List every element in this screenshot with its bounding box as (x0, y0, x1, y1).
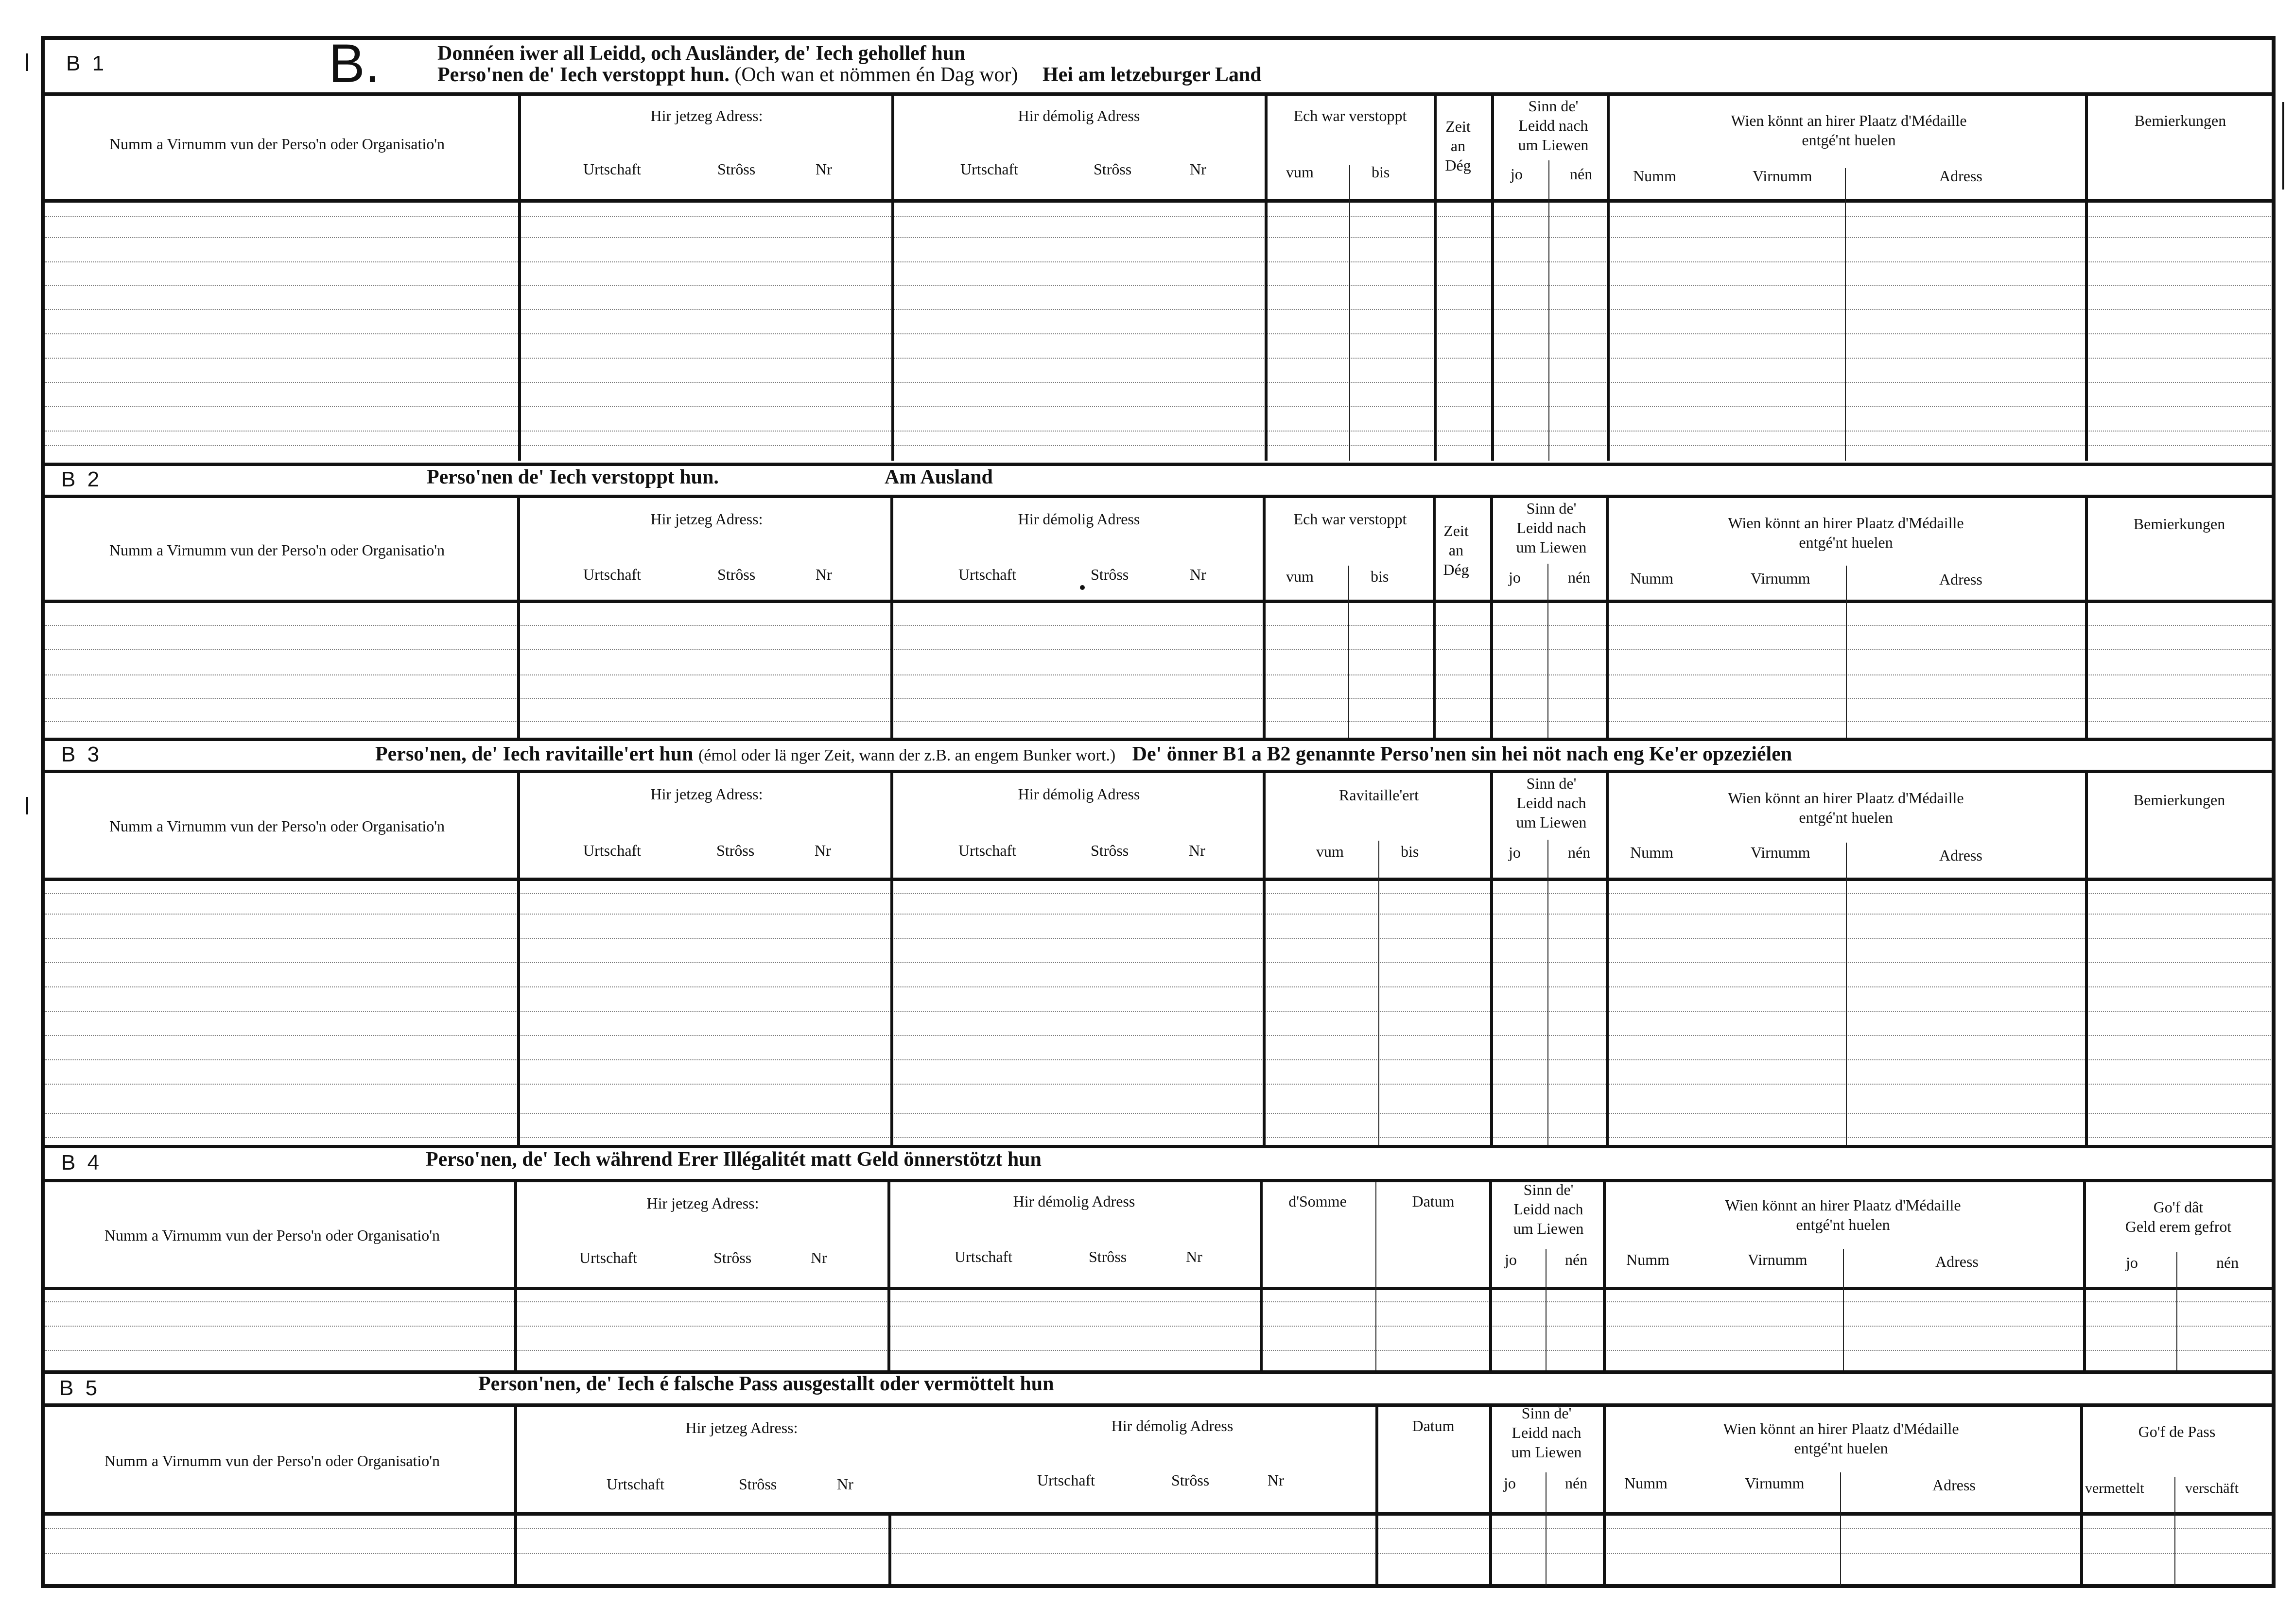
column-divider-thin (1349, 165, 1350, 461)
from-header: vum (1286, 568, 1314, 585)
section-title-note: (émol oder lä nger Zeit, wann der z.B. an engem Bunker wort.) (698, 746, 1116, 764)
time-line3: Dég (1443, 561, 1469, 578)
entry-line (45, 914, 2271, 915)
column-divider (1491, 95, 1494, 461)
sinn-line2: Leidd nach (1516, 794, 1586, 812)
time-header (1439, 117, 1477, 175)
section-id: B 2 (61, 467, 103, 491)
medal-line1: Wien könnt an hirer Plaatz d'Médaille (1728, 789, 1964, 807)
number-header: Nr (816, 566, 832, 583)
sinn-line3: um Liewen (1513, 1220, 1584, 1237)
from-header: vum (1316, 843, 1344, 860)
money-line1: Go'f dât (2153, 1198, 2204, 1216)
entry-line (45, 237, 2271, 238)
entry-line (45, 674, 2271, 675)
sinn-line1: Sinn de' (1526, 775, 1577, 792)
to-header: bis (1372, 163, 1390, 181)
entry-line (45, 1035, 2271, 1036)
nen-header: nén (1568, 844, 1591, 861)
header-bottom-rule (41, 878, 2276, 881)
column-divider-thin (1846, 843, 1847, 1145)
number-header: Nr (1190, 160, 1206, 178)
section-title: Perso'nen de' Iech verstoppt hun. (427, 466, 719, 488)
entry-line (45, 938, 2271, 939)
name-header: Numm a Virnumm vun der Perso'n oder Organisatio'n (109, 135, 445, 153)
column-divider (518, 95, 521, 461)
section-separator (41, 1370, 2276, 1374)
current-address-header: Hir jetzeg Adress: (650, 107, 763, 124)
column-divider-thin (1546, 1249, 1547, 1370)
medal-header (1604, 1419, 2078, 1458)
entry-line (45, 285, 2271, 286)
section-title-place: Hei am letzeburger Land (1043, 64, 1262, 86)
nen-header: nén (2216, 1254, 2239, 1271)
current-address-header: Hir jetzeg Adress: (650, 785, 763, 803)
street-header: Strôss (717, 566, 756, 583)
column-divider (1603, 1406, 1606, 1586)
column-divider (1606, 498, 1609, 738)
column-divider (1489, 1182, 1492, 1370)
pass-issued-header: verschäft (2185, 1480, 2239, 1496)
header-top-rule (41, 92, 2276, 96)
section-title-part: Perso'nen, de' Iech ravitaille'ert hun (375, 743, 694, 765)
former-address-header: Hir démolig Adress (1018, 510, 1140, 528)
section-title-place: Am Ausland (885, 466, 993, 488)
medal-line2: entgé'nt huelen (1802, 131, 1896, 149)
money-returned-header (2085, 1197, 2272, 1236)
former-address-header: Hir démolig Adress (1013, 1192, 1135, 1210)
section-title: Perso'nen, de' Iech während Erer Illégalitét matt Geld önnerstötzt hun (426, 1148, 1042, 1171)
jo-header: jo (1504, 1474, 1516, 1492)
entry-line (45, 1059, 2271, 1060)
scan-mark (26, 797, 28, 814)
column-divider (514, 1406, 517, 1586)
street-header: Strôss (1094, 160, 1132, 178)
entry-line (45, 1084, 2271, 1085)
remarks-header: Bemierkungen (2134, 112, 2226, 129)
column-divider (887, 1182, 890, 1370)
section-separator (41, 738, 2276, 741)
sinn-line2: Leidd nach (1513, 1200, 1583, 1218)
column-divider (1607, 95, 1610, 461)
jo-header: jo (1505, 1251, 1517, 1268)
column-divider (890, 773, 893, 1145)
medal-firstname-header: Virnumm (1753, 167, 1812, 185)
entry-line (45, 986, 2271, 987)
medal-line1: Wien könnt an hirer Plaatz d'Médaille (1731, 112, 1967, 129)
column-divider (1265, 95, 1268, 461)
section-title-part: Perso'nen de' Iech verstoppt hun. (437, 64, 730, 86)
column-divider-thin (1547, 564, 1548, 738)
entry-line (45, 1553, 2271, 1554)
supplied-header: Ravitaille'ert (1339, 786, 1419, 804)
column-divider (1263, 498, 1266, 738)
date-header: Datum (1412, 1417, 1455, 1434)
column-divider (517, 773, 520, 1145)
pass-mediated-header: vermettelt (2085, 1480, 2144, 1496)
number-header: Nr (1268, 1471, 1284, 1489)
medal-name-header: Numm (1624, 1474, 1668, 1492)
time-line1: Zeit (1445, 118, 1471, 135)
name-header: Numm a Virnumm vun der Perso'n oder Organisatio'n (109, 817, 445, 835)
number-header: Nr (1190, 566, 1206, 583)
number-header: Nr (1186, 1248, 1202, 1265)
column-divider (2083, 1182, 2086, 1370)
section-title-part: De' önner B1 a B2 genannte Perso'nen sin hei nöt nach eng Ke'er opzeziélen (1132, 743, 1792, 765)
column-divider (1603, 1182, 1606, 1370)
column-divider-thin (1547, 840, 1548, 1145)
entry-line (45, 445, 2271, 446)
to-header: bis (1401, 843, 1419, 860)
medal-address-header: Adress (1939, 167, 1982, 185)
medal-name-header: Numm (1633, 167, 1676, 185)
town-header: Urtschaft (955, 1248, 1013, 1265)
column-divider (2085, 498, 2088, 738)
scan-mark (26, 53, 28, 71)
header-bottom-rule (41, 600, 2276, 603)
jo-header: jo (1509, 844, 1521, 861)
column-divider (514, 1182, 517, 1370)
town-header: Urtschaft (1037, 1471, 1095, 1489)
sinn-header (1493, 774, 1610, 832)
town-header: Urtschaft (583, 160, 642, 178)
sinn-header (1490, 1180, 1607, 1238)
entry-line (45, 309, 2271, 310)
column-divider (1263, 773, 1266, 1145)
current-address-header: Hir jetzeg Adress: (646, 1194, 759, 1212)
section-separator (41, 463, 2276, 466)
street-header: Strôss (716, 842, 755, 859)
entry-line (45, 216, 2271, 217)
section-title-line2 (437, 63, 1262, 86)
column-divider (517, 498, 520, 738)
column-divider (1490, 498, 1493, 738)
column-divider-thin (1548, 160, 1549, 461)
column-divider (1606, 773, 1609, 1145)
nen-header: nén (1565, 1474, 1588, 1492)
column-divider-thin (1843, 1249, 1844, 1370)
column-divider (891, 95, 894, 461)
street-header: Strôss (1091, 566, 1129, 583)
sinn-line3: um Liewen (1516, 813, 1587, 831)
sinn-line3: um Liewen (1511, 1443, 1582, 1461)
header-top-rule (41, 1403, 2276, 1407)
medal-header (1606, 1195, 2080, 1234)
medal-line2: entgé'nt huelen (1796, 1216, 1890, 1233)
sinn-line1: Sinn de' (1523, 1181, 1574, 1198)
medal-line2: entgé'nt huelen (1799, 809, 1893, 826)
entry-line (45, 261, 2271, 262)
pass-header: Go'f de Pass (2138, 1423, 2216, 1440)
hidden-header: Ech war verstoppt (1293, 107, 1407, 124)
town-header: Urtschaft (958, 566, 1017, 583)
column-divider (2085, 95, 2088, 461)
time-line3: Dég (1445, 156, 1471, 174)
column-divider-thin (1378, 841, 1379, 1145)
current-address-header: Hir jetzeg Adress: (650, 510, 763, 528)
column-divider (1375, 1406, 1378, 1586)
name-header: Numm a Virnumm vun der Perso'n oder Organisatio'n (104, 1227, 440, 1244)
medal-firstname-header: Virnumm (1748, 1251, 1807, 1268)
former-address-header: Hir démolig Adress (1111, 1417, 1234, 1434)
column-divider (2080, 1406, 2083, 1586)
money-line2: Geld erem gefrot (2125, 1218, 2232, 1235)
medal-line1: Wien könnt an hirer Plaatz d'Médaille (1725, 1196, 1961, 1214)
sinn-header (1488, 1403, 1605, 1462)
street-header: Strôss (739, 1475, 777, 1493)
street-header: Strôss (1171, 1471, 1210, 1489)
town-header: Urtschaft (579, 1249, 638, 1266)
street-header: Strôss (713, 1249, 752, 1266)
header-bottom-rule (41, 1512, 2276, 1516)
remarks-header: Bemierkungen (2133, 791, 2225, 809)
section-title (375, 743, 1792, 766)
from-header: vum (1286, 163, 1314, 181)
medal-line1: Wien könnt an hirer Plaatz d'Médaille (1723, 1420, 1959, 1437)
header-top-rule (41, 495, 2276, 498)
entry-line (45, 1301, 2271, 1302)
jo-header: jo (2126, 1254, 2138, 1271)
nen-header: nén (1565, 1251, 1588, 1268)
entry-line (45, 1113, 2271, 1114)
time-line1: Zeit (1443, 522, 1469, 539)
header-top-rule (41, 770, 2276, 773)
entry-line (45, 1011, 2271, 1012)
column-divider (2085, 773, 2088, 1145)
column-divider (890, 498, 893, 738)
nen-header: nén (1568, 569, 1591, 586)
section-title: Donnéen iwer all Leidd, och Ausländer, de' Iech gehollef hun (437, 42, 966, 65)
entry-line (45, 893, 2271, 894)
town-header: Urtschaft (607, 1475, 665, 1493)
column-divider (888, 1512, 891, 1586)
medal-header (1609, 788, 2083, 827)
entry-line (45, 406, 2271, 407)
number-header: Nr (811, 1249, 827, 1266)
header-bottom-rule (41, 199, 2276, 203)
name-header: Numm a Virnumm vun der Perso'n oder Organisatio'n (109, 541, 445, 559)
sinn-line2: Leidd nach (1512, 1424, 1581, 1441)
section-id: B 5 (59, 1376, 101, 1400)
column-divider-thin (1348, 566, 1349, 738)
to-header: bis (1371, 568, 1389, 585)
section-id: B 1 (66, 52, 107, 75)
scan-mark (2282, 102, 2284, 190)
entry-line (45, 333, 2271, 334)
header-bottom-rule (41, 1287, 2276, 1290)
medal-line2: entgé'nt huelen (1799, 534, 1893, 551)
number-header: Nr (1189, 842, 1205, 859)
column-divider-thin (1546, 1472, 1547, 1586)
street-header: Strôss (1091, 842, 1129, 859)
medal-firstname-header: Virnumm (1751, 570, 1810, 587)
column-divider (1260, 1182, 1263, 1370)
medal-header (1612, 111, 2086, 150)
medal-name-header: Numm (1626, 1251, 1669, 1268)
ink-dot (1080, 585, 1085, 590)
time-header (1437, 521, 1476, 579)
number-header: Nr (816, 160, 832, 178)
form-letter: B. (329, 33, 380, 94)
date-header: Datum (1412, 1192, 1455, 1210)
jo-header: jo (1511, 165, 1523, 183)
section-separator (41, 1145, 2276, 1148)
entry-line (45, 625, 2271, 626)
former-address-header: Hir démolig Adress (1018, 785, 1140, 803)
column-divider-thin (1375, 1182, 1376, 1370)
medal-line2: entgé'nt huelen (1794, 1439, 1888, 1457)
sum-header: d'Somme (1288, 1192, 1347, 1210)
entry-line (45, 1350, 2271, 1351)
entry-line (45, 721, 2271, 722)
entry-line (45, 962, 2271, 963)
name-header: Numm a Virnumm vun der Perso'n oder Organisatio'n (104, 1452, 440, 1469)
entry-line (45, 649, 2271, 650)
column-divider (1489, 1406, 1492, 1586)
town-header: Urtschaft (583, 566, 642, 583)
number-header: Nr (837, 1475, 853, 1493)
section-title-note: (Och wan et nömmen én Dag wor) (734, 64, 1018, 86)
medal-address-header: Adress (1932, 1476, 1976, 1494)
jo-header: jo (1509, 569, 1521, 586)
medal-name-header: Numm (1630, 844, 1673, 861)
entry-line (45, 382, 2271, 383)
entry-line (45, 358, 2271, 359)
sinn-line3: um Liewen (1516, 538, 1587, 556)
column-divider-thin (1840, 1472, 1841, 1586)
entry-line (45, 1528, 2271, 1529)
medal-address-header: Adress (1939, 570, 1982, 588)
hidden-header: Ech war verstoppt (1293, 510, 1407, 528)
medal-address-header: Adress (1935, 1253, 1979, 1270)
medal-firstname-header: Virnumm (1745, 1474, 1805, 1492)
sinn-line3: um Liewen (1518, 136, 1589, 154)
remarks-header: Bemierkungen (2133, 515, 2225, 533)
entry-line (45, 431, 2271, 432)
nen-header: nén (1570, 165, 1593, 183)
section-id: B 3 (61, 743, 103, 766)
column-divider (1433, 498, 1436, 738)
sinn-line1: Sinn de' (1528, 97, 1579, 115)
sinn-line1: Sinn de' (1521, 1404, 1572, 1422)
column-divider (1490, 773, 1493, 1145)
town-header: Urtschaft (958, 842, 1017, 859)
street-header: Strôss (1089, 1248, 1127, 1265)
medal-name-header: Numm (1630, 570, 1673, 587)
entry-line (45, 1326, 2271, 1327)
former-address-header: Hir démolig Adress (1018, 107, 1140, 124)
medal-address-header: Adress (1939, 847, 1982, 864)
sinn-line1: Sinn de' (1526, 500, 1577, 517)
time-line2: an (1448, 541, 1464, 559)
column-divider-thin (1845, 168, 1846, 461)
town-header: Urtschaft (583, 842, 642, 859)
street-header: Strôss (717, 160, 756, 178)
column-divider-thin (2176, 1252, 2177, 1370)
entry-line (45, 698, 2271, 699)
medal-firstname-header: Virnumm (1751, 844, 1810, 861)
medal-header (1609, 513, 2083, 552)
entry-line (45, 1137, 2271, 1138)
medal-line1: Wien könnt an hirer Plaatz d'Médaille (1728, 514, 1964, 532)
time-line2: an (1450, 137, 1466, 155)
column-divider (1434, 95, 1437, 461)
sinn-line2: Leidd nach (1516, 519, 1586, 536)
section-title: Person'nen, de' Iech é falsche Pass ausgestallt oder vermöttelt hun (478, 1373, 1054, 1395)
current-address-header: Hir jetzeg Adress: (685, 1419, 798, 1436)
section-id: B 4 (61, 1151, 103, 1175)
column-divider-thin (1846, 566, 1847, 738)
sinn-header (1493, 499, 1610, 557)
sinn-header (1495, 96, 1612, 155)
town-header: Urtschaft (960, 160, 1019, 178)
sinn-line2: Leidd nach (1518, 117, 1588, 134)
header-top-rule (41, 1179, 2276, 1182)
column-divider-thin (2174, 1477, 2175, 1586)
number-header: Nr (815, 842, 831, 859)
